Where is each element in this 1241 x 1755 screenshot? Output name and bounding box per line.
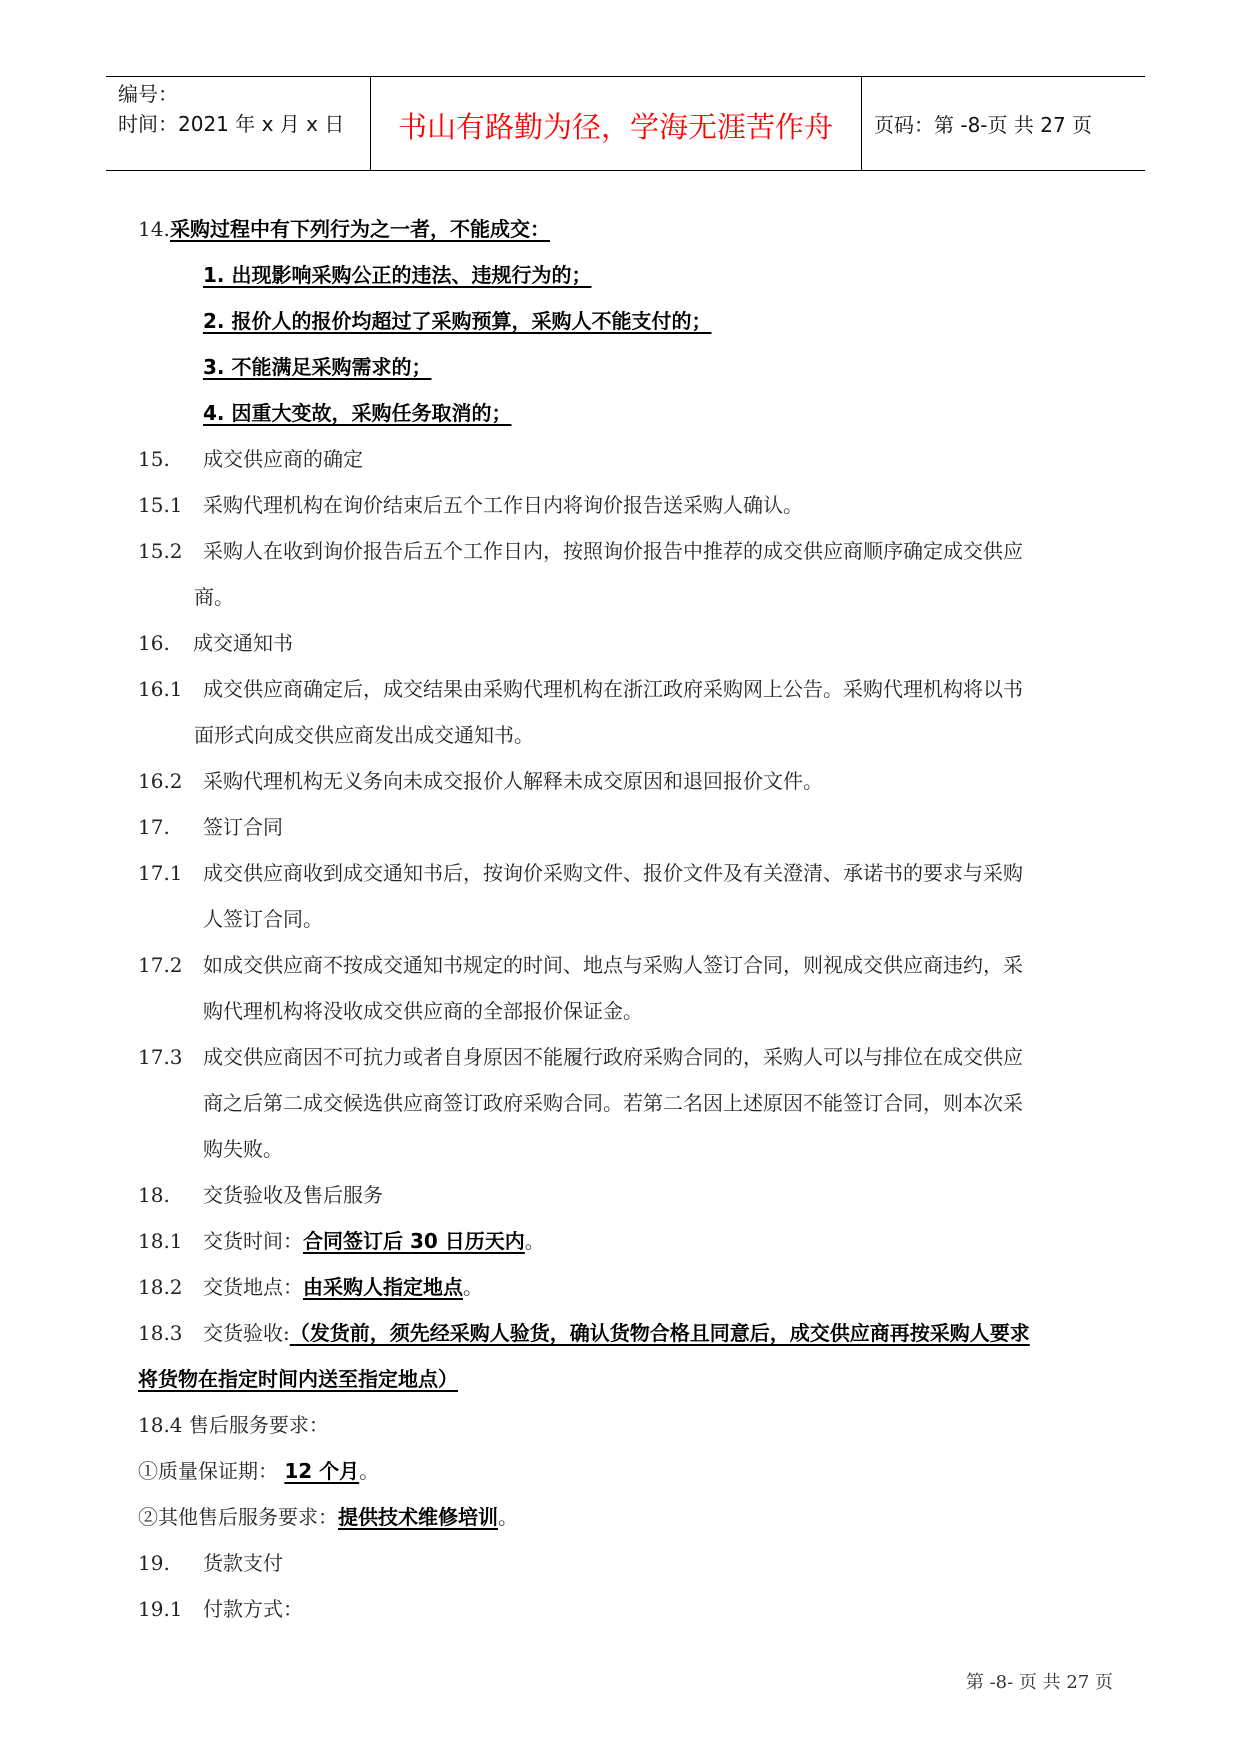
paragraph-line — [0, 1037, 1241, 1083]
text-segment: 采购代理机构无义务向未成交报价人解释未成交原因和退回报价文件。 — [203, 769, 823, 793]
paragraph-line — [0, 301, 1241, 347]
text-segment: 交货地点： — [203, 1275, 303, 1299]
clause-text — [203, 1221, 545, 1261]
text-segment: 货款支付 — [203, 1551, 283, 1575]
paragraph-line — [0, 1083, 1241, 1129]
emphasized-text: 采购过程中有下列行为之一者，不能成交： — [170, 217, 550, 241]
clause-number: 14. — [138, 217, 170, 241]
clause-number: 19.1 — [138, 1597, 183, 1621]
clause-text — [203, 669, 1023, 709]
emphasized-text: 将货物在指定时间内送至指定地点） — [138, 1367, 458, 1391]
paragraph-line — [0, 715, 1241, 761]
paragraph-line — [0, 577, 1241, 623]
text-segment: 交货验收及售后服务 — [203, 1183, 383, 1207]
clause-text — [203, 899, 323, 939]
clause-text — [203, 531, 1023, 571]
emphasized-text: 4. 因重大变故，采购任务取消的； — [203, 401, 512, 425]
paragraph-line — [0, 1313, 1241, 1359]
clause-number: 18.3 — [138, 1321, 183, 1345]
clause-text — [203, 439, 363, 479]
paragraph-line — [0, 1175, 1241, 1221]
paragraph-line — [0, 991, 1241, 1037]
emphasized-text: 由采购人指定地点 — [303, 1275, 463, 1299]
clause-text — [203, 1175, 383, 1215]
paragraph-line — [0, 1359, 1241, 1405]
header-divider — [861, 77, 862, 170]
paragraph-line — [0, 393, 1241, 439]
paragraph-line — [0, 1543, 1241, 1589]
paragraph-line — [0, 853, 1241, 899]
text-segment: 交货验收: — [203, 1321, 290, 1345]
header-meta — [118, 79, 344, 139]
clause-number: 17.1 — [138, 861, 183, 885]
clause-text — [138, 1497, 518, 1537]
text-segment: 18.4 售后服务要求： — [138, 1413, 329, 1437]
paragraph-line — [0, 1405, 1241, 1451]
text-segment: 。 — [359, 1459, 380, 1483]
emphasized-text: 1. 出现影响采购公正的违法、违规行为的； — [203, 263, 592, 287]
text-segment: 购失败。 — [203, 1137, 283, 1161]
clause-text — [194, 577, 234, 617]
document-body — [0, 209, 1241, 1635]
clause-text — [203, 347, 431, 387]
emphasized-text: （发货前，须先经采购人验货，确认货物合格且同意后，成交供应商再按采购人要求 — [289, 1321, 1030, 1345]
clause-text — [203, 1037, 1023, 1077]
paragraph-line — [0, 1497, 1241, 1543]
paragraph-line — [0, 209, 1241, 255]
clause-text — [203, 301, 711, 341]
clause-text — [193, 623, 293, 663]
paragraph-line — [0, 347, 1241, 393]
clause-number: 19. — [138, 1551, 170, 1575]
clause-text — [203, 1083, 1023, 1123]
clause-text — [170, 209, 550, 249]
text-segment: 商。 — [194, 585, 234, 609]
clause-text — [138, 1405, 329, 1445]
clause-number: 17.3 — [138, 1045, 183, 1069]
text-segment: 。 — [498, 1505, 518, 1529]
text-segment: 付款方式： — [203, 1597, 303, 1621]
text-segment: ①质量保证期： — [138, 1459, 285, 1483]
clause-text — [194, 715, 534, 755]
clause-text — [203, 1543, 283, 1583]
clause-text — [203, 1267, 483, 1307]
emphasized-text: 提供技术维修培训 — [338, 1505, 498, 1529]
text-segment: ②其他售后服务要求： — [138, 1505, 338, 1529]
header-page-number: 页码：第 -8-页 共 27 页 — [874, 113, 1093, 137]
clause-text — [203, 255, 591, 295]
paragraph-line — [0, 945, 1241, 991]
text-segment: 人签订合同。 — [203, 907, 323, 931]
paragraph-line — [0, 1451, 1241, 1497]
clause-text — [203, 761, 823, 801]
paragraph-line — [0, 439, 1241, 485]
clause-number: 17. — [138, 815, 170, 839]
text-segment: 采购人在收到询价报告后五个工作日内，按照询价报告中推荐的成交供应商顺序确定成交供应 — [203, 539, 1023, 563]
text-segment: 。 — [524, 1229, 545, 1253]
paragraph-line — [0, 761, 1241, 807]
header-motto: 书山有路勤为径，学海无涯苦作舟 — [397, 110, 833, 144]
clause-number: 15.1 — [138, 493, 183, 517]
text-segment: 面形式向成交供应商发出成交通知书。 — [194, 723, 534, 747]
clause-text — [203, 807, 283, 847]
paragraph-line — [0, 1221, 1241, 1267]
date-label: 时间：2021 年 x 月 x 日 — [118, 112, 345, 136]
text-segment: 交货时间： — [203, 1229, 303, 1253]
paragraph-line — [0, 669, 1241, 715]
paragraph-line — [0, 1589, 1241, 1635]
clause-number: 15.2 — [138, 539, 183, 563]
paragraph-line — [0, 899, 1241, 945]
page-header — [106, 76, 1145, 171]
clause-number: 18.2 — [138, 1275, 183, 1299]
clause-number: 17.2 — [138, 953, 183, 977]
text-segment: 采购代理机构在询价结束后五个工作日内将询价报告送采购人确认。 — [203, 493, 803, 517]
text-segment: 购代理机构将没收成交供应商的全部报价保证金。 — [203, 999, 643, 1023]
paragraph-line — [0, 807, 1241, 853]
clause-number: 16.1 — [138, 677, 183, 701]
clause-text — [203, 393, 511, 433]
clause-number: 18. — [138, 1183, 170, 1207]
clause-text — [203, 485, 803, 525]
code-label: 编号： — [118, 82, 178, 106]
text-segment: 成交供应商确定后，成交结果由采购代理机构在浙江政府采购网上公告。采购代理机构将以书 — [203, 677, 1023, 701]
paragraph-line — [0, 485, 1241, 531]
clause-number: 16. — [138, 631, 170, 655]
emphasized-text: 合同签订后 30 日历天内 — [303, 1229, 525, 1253]
text-segment: 成交通知书 — [193, 631, 293, 655]
clause-text — [138, 1359, 458, 1399]
emphasized-text: 2. 报价人的报价均超过了采购预算，采购人不能支付的； — [203, 309, 712, 333]
paragraph-line — [0, 1267, 1241, 1313]
clause-text — [203, 853, 1023, 893]
paragraph-line — [0, 623, 1241, 669]
text-segment: 如成交供应商不按成交通知书规定的时间、地点与采购人签订合同，则视成交供应商违约，采 — [203, 953, 1023, 977]
text-segment: 成交供应商因不可抗力或者自身原因不能履行政府采购合同的，采购人可以与排位在成交供应 — [203, 1045, 1023, 1069]
footer-page-number: 第 -8- 页 共 27 页 — [965, 1672, 1113, 1693]
paragraph-line — [0, 255, 1241, 301]
text-segment: 成交供应商的确定 — [203, 447, 363, 471]
clause-text — [203, 1589, 303, 1629]
clause-text — [203, 1313, 1030, 1353]
clause-text — [203, 945, 1023, 985]
text-segment: 签订合同 — [203, 815, 283, 839]
emphasized-text: 12 个月 — [284, 1459, 360, 1483]
clause-text — [203, 991, 643, 1031]
clause-number: 16.2 — [138, 769, 183, 793]
text-segment: 商之后第二成交候选供应商签订政府采购合同。若第二名因上述原因不能签订合同，则本次采 — [203, 1091, 1023, 1115]
text-segment: 。 — [463, 1275, 483, 1299]
clause-number: 18.1 — [138, 1229, 183, 1253]
paragraph-line — [0, 531, 1241, 577]
clause-text — [138, 1451, 379, 1491]
emphasized-text: 3. 不能满足采购需求的； — [203, 355, 432, 379]
text-segment: 成交供应商收到成交通知书后，按询价采购文件、报价文件及有关澄清、承诺书的要求与采购 — [203, 861, 1023, 885]
clause-text — [203, 1129, 283, 1169]
clause-number: 15. — [138, 447, 170, 471]
paragraph-line — [0, 1129, 1241, 1175]
